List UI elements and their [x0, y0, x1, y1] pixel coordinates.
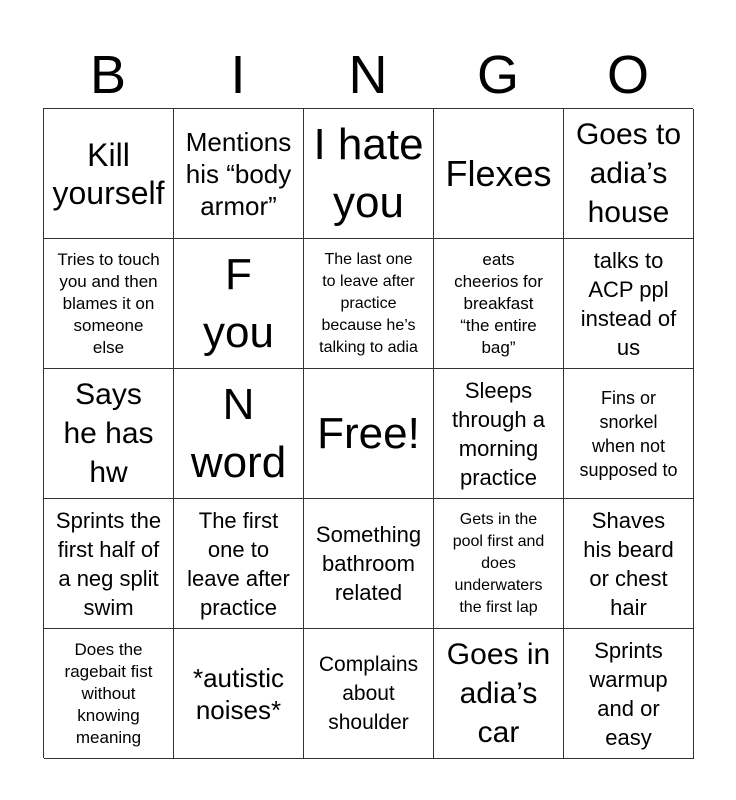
bingo-cell-r4-c2[interactable] — [174, 499, 304, 629]
bingo-cell-r5-c3[interactable] — [304, 629, 434, 759]
bingo-cell-r3-c2[interactable] — [174, 369, 304, 499]
bingo-cell-r2-c5[interactable] — [564, 239, 694, 369]
cell-text: Shaves his beard or chest hair — [583, 507, 674, 620]
cell-text: The last one to leave after practice because he’s talking to adia — [319, 250, 418, 356]
bingo-cell-r1-c2[interactable] — [174, 109, 304, 239]
cell-text: Sprints warmup and or easy — [589, 637, 668, 750]
header-letter-b: B — [89, 45, 127, 105]
bingo-cell-r5-c2[interactable] — [174, 629, 304, 759]
cell-text: N word — [190, 379, 287, 487]
bingo-cell-r2-c4[interactable] — [434, 239, 564, 369]
cell-text: Complains about shoulder — [318, 653, 419, 734]
cell-text: Does the ragebait fist without knowing meaning — [64, 639, 153, 747]
cell-text: Flexes — [445, 152, 552, 194]
bingo-cell-r1-c1[interactable] — [44, 109, 174, 239]
header-letter-n: N — [348, 45, 388, 105]
cell-text: Says he has hw — [63, 378, 154, 489]
bingo-cell-r5-c1[interactable] — [44, 629, 174, 759]
cell-text: Goes in adia’s car — [446, 638, 551, 749]
cell-text: Mentions his “body armor” — [185, 126, 292, 221]
cell-text: talks to ACP ppl instead of us — [580, 247, 677, 360]
bingo-board — [43, 108, 693, 758]
cell-text: Sprints the first half of a neg split swim — [55, 507, 162, 620]
cell-text: Sleeps through a morning practice — [452, 377, 545, 490]
bingo-cell-r5-c5[interactable] — [564, 629, 694, 759]
bingo-cell-r1-c5[interactable] — [564, 109, 694, 239]
cell-text: I hate you — [313, 119, 424, 227]
bingo-cell-r4-c5[interactable] — [564, 499, 694, 629]
bingo-cell-r2-c1[interactable] — [44, 239, 174, 369]
cell-text: Free! — [317, 408, 420, 458]
cell-text: The first one to leave after practice — [187, 507, 290, 620]
header-letter-i: I — [230, 45, 246, 105]
bingo-cell-r3-c5[interactable] — [564, 369, 694, 499]
bingo-cell-r4-c3[interactable] — [304, 499, 434, 629]
bingo-cell-r3-c3[interactable] — [304, 369, 434, 499]
bingo-cell-r5-c4[interactable] — [434, 629, 564, 759]
bingo-cell-r3-c1[interactable] — [44, 369, 174, 499]
cell-text: Fins or snorkel when not supposed to — [579, 387, 678, 480]
cell-text: eats cheerios for breakfast “the entire bag” — [454, 249, 543, 357]
cell-text: Tries to touch you and then blames it on someone else — [57, 249, 160, 357]
header-letter-g: G — [476, 45, 519, 105]
bingo-cell-r4-c4[interactable] — [434, 499, 564, 629]
cell-text: Kill yourself — [52, 136, 165, 211]
bingo-cell-r2-c3[interactable] — [304, 239, 434, 369]
header-letter-o: O — [606, 45, 649, 105]
cell-text: *autistic noises* — [192, 662, 285, 725]
cell-text: F you — [203, 249, 274, 357]
bingo-cell-r1-c4[interactable] — [434, 109, 564, 239]
cell-text: Something bathroom related — [315, 522, 422, 605]
bingo-header — [43, 42, 693, 108]
bingo-cell-r4-c1[interactable] — [44, 499, 174, 629]
bingo-cell-r2-c2[interactable] — [174, 239, 304, 369]
cell-text: Gets in the pool first and does underwaters the first lap — [452, 510, 545, 616]
cell-text: Goes to adia’s house — [575, 118, 682, 229]
bingo-cell-r1-c3[interactable] — [304, 109, 434, 239]
bingo-cell-r3-c4[interactable] — [434, 369, 564, 499]
